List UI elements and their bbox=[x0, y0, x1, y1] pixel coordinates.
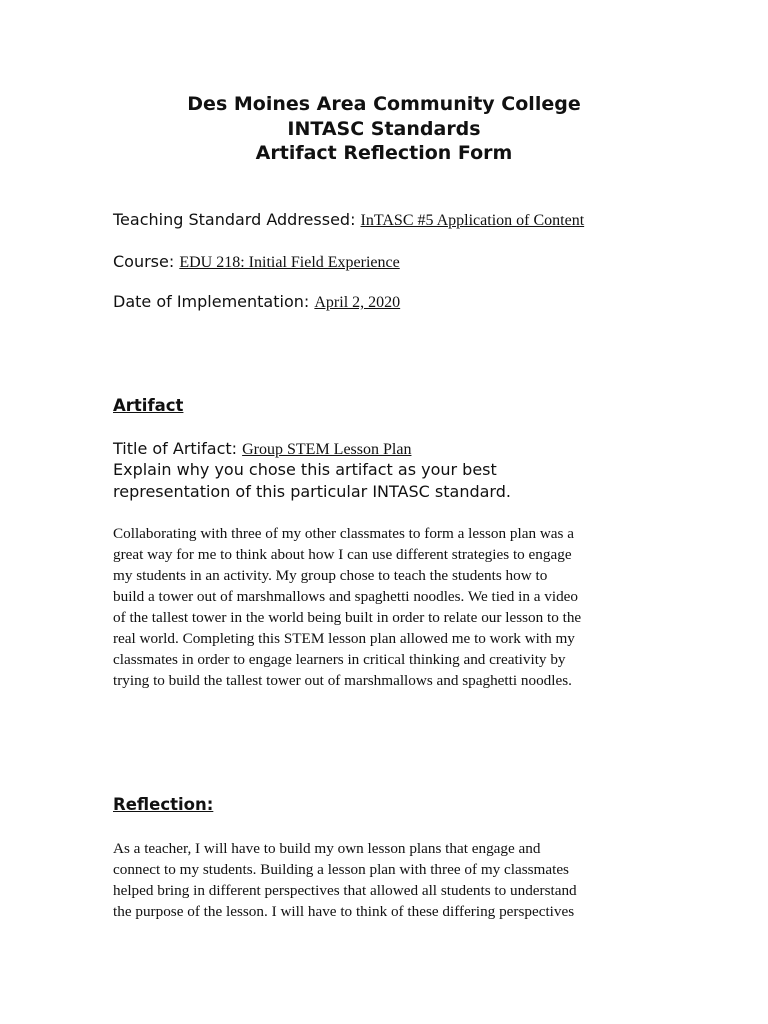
standard-label: Teaching Standard Addressed: bbox=[113, 210, 356, 229]
paragraph-line: connect to my students. Building a lesson plan with three of my classmates bbox=[113, 861, 569, 878]
paragraph-line: As a teacher, I will have to build my own lesson plans that engage and bbox=[113, 840, 541, 857]
standards-title: INTASC Standards bbox=[287, 117, 481, 140]
standard-value: InTASC #5 Application of Content bbox=[360, 212, 585, 229]
course-value: EDU 218: Initial Field Experience bbox=[179, 254, 400, 271]
reflection-heading: Reflection: bbox=[113, 795, 214, 814]
artifact-title-value: Group STEM Lesson Plan bbox=[242, 441, 412, 458]
form-title: Artifact Reflection Form bbox=[255, 142, 513, 164]
paragraph-line: trying to build the tallest tower out of marshmallows and spaghetti noodles. bbox=[113, 672, 572, 689]
course-field bbox=[113, 252, 400, 272]
paragraph-line: of the tallest tower in the world being built in order to relate our lesson to the bbox=[113, 609, 582, 626]
artifact-heading: Artifact bbox=[113, 396, 184, 415]
date-value: April 2, 2020 bbox=[314, 294, 401, 311]
paragraph-line: classmates in order to engage learners in critical thinking and creativity by bbox=[113, 651, 566, 668]
artifact-title-field bbox=[113, 439, 411, 459]
college-name: Des Moines Area Community College bbox=[187, 93, 581, 115]
paragraph-line: great way for me to think about how I can use different strategies to engage bbox=[113, 546, 572, 563]
prompt-line: Explain why you chose this artifact as your best bbox=[113, 460, 497, 479]
paragraph-line: helped bring in different perspectives that allowed all students to understand bbox=[113, 882, 577, 899]
date-field bbox=[113, 292, 400, 312]
date-label: Date of Implementation: bbox=[113, 292, 310, 311]
standard-field bbox=[113, 210, 584, 230]
prompt-line: representation of this particular INTASC standard. bbox=[113, 482, 511, 501]
artifact-prompt bbox=[113, 459, 653, 503]
paragraph-line: the purpose of the lesson. I will have to think of these differing perspectives bbox=[113, 903, 575, 920]
document-title bbox=[0, 92, 768, 166]
artifact-title-label: Title of Artifact: bbox=[113, 439, 238, 458]
course-label: Course: bbox=[113, 252, 175, 271]
paragraph-line: real world. Completing this STEM lesson plan allowed me to work with my bbox=[113, 630, 575, 647]
paragraph-line: build a tower out of marshmallows and spaghetti noodles. We tied in a video bbox=[113, 588, 578, 605]
paragraph-line: Collaborating with three of my other classmates to form a lesson plan was a bbox=[113, 525, 574, 542]
paragraph-line: my students in an activity. My group chose to teach the students how to bbox=[113, 567, 548, 584]
reflection-body bbox=[113, 838, 658, 922]
artifact-body bbox=[113, 523, 658, 691]
